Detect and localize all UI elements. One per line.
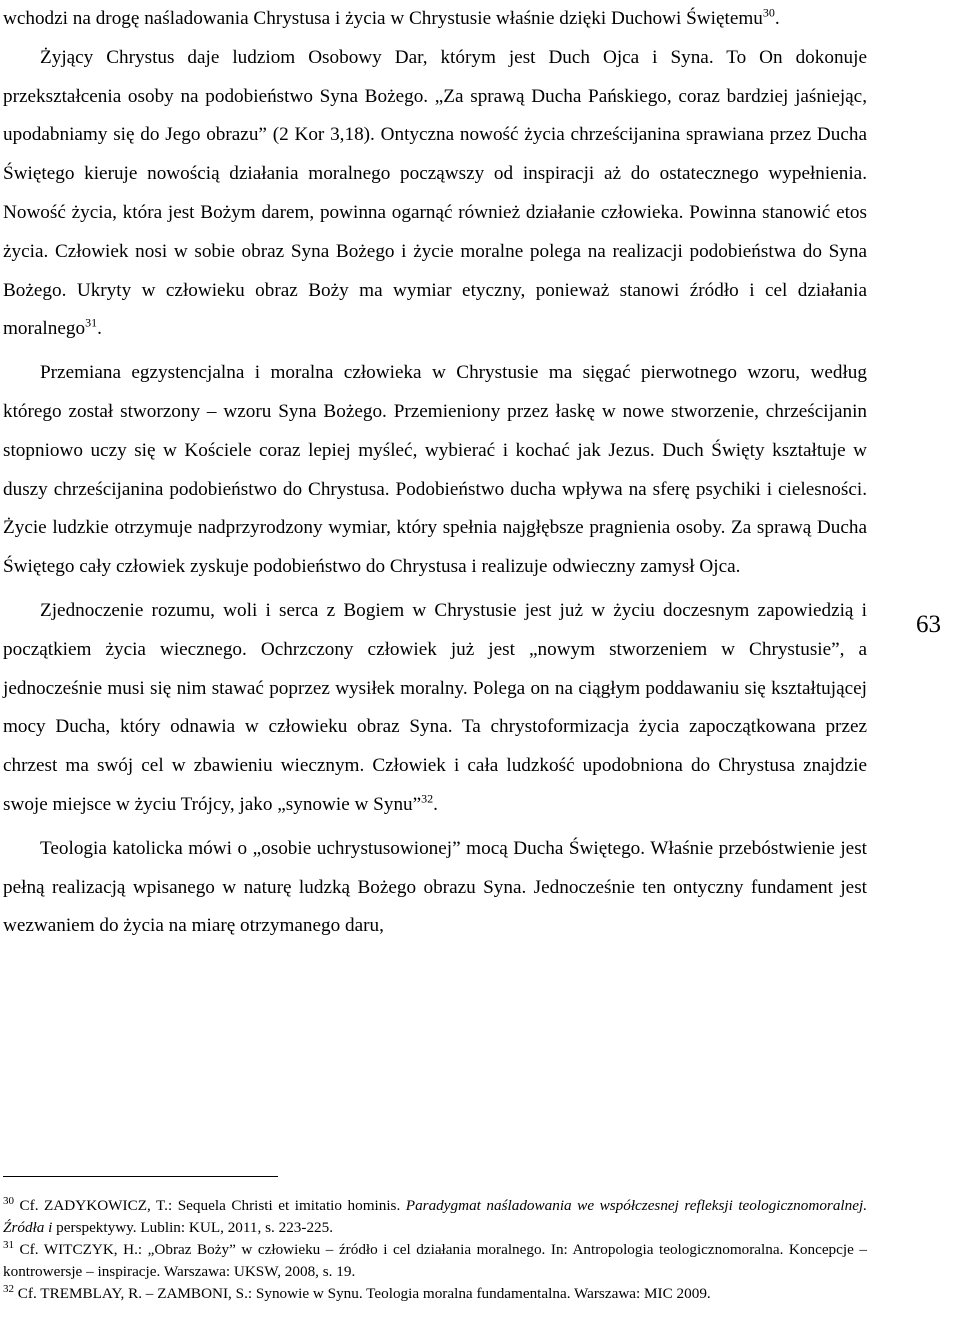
text-run: .	[433, 793, 438, 815]
footnote-ref: 30	[3, 1194, 14, 1207]
text-run: perspektywy. Lublin: KUL, 2011, s. 223-225.	[52, 1219, 334, 1236]
paragraph-4	[3, 592, 867, 825]
main-text	[3, 0, 867, 946]
page-number: 63	[916, 611, 941, 638]
paragraph-1	[3, 0, 867, 39]
text-run: Żyjący Chrystus daje ludziom Osobowy Dar, którym jest Duch Ojca i Syna. To On dokonuje przekształcenia osoby na podobieństwo Syna Bożego. „Za sprawą Ducha Pańskiego, coraz bardziej jaśniejąc, upodabniamy się do Jego obrazu” (2 Kor 3,18). Ontyczna nowość życia chrześcijanina sprawiana przez Ducha Świętego kieruje nowością działania moralnego począwszy od inspiracji aż do ostatecznego wypełnienia. Nowość życia, która jest Bożym darem, powinna ogarnąć również działanie człowieka. Powinna stanowić etos życia. Człowiek nosi w sobie obraz Syna Bożego i życie moralne polega na realizacji podobieństwa do Syna Bożego. Ukryty w człowieku obraz Boży ma wymiar etyczny, ponieważ stanowi źródło i cel działania moralnego	[3, 46, 867, 340]
text-run: Cf. ZADYKOWICZ, T.: Sequela Christi et imitatio hominis.	[14, 1197, 406, 1214]
italic-text: Paradygmat naśladowania we współczesnej refleksji teologicznomoralnej. Źródła i	[3, 1197, 867, 1236]
footnote-32	[3, 1283, 867, 1305]
text-run: .	[774, 8, 780, 29]
paragraph-2	[3, 39, 867, 349]
text-run: .	[97, 318, 102, 340]
text-run: Przemiana egzystencjalna i moralna człowieka w Chrystusie ma sięgać pierwotnego wzoru, według którego został stworzony – wzoru Syna Bożego. Przemieniony przez łaskę w nowe stworzenie, chrześcijanin stopniowo uczy się w Kościele coraz lepiej myśleć, wybierać i kochać jak Jezus. Duch Święty kształtuje w duszy chrześcijanina podobieństwo do Chrystusa. Podobieństwo ducha wpływa na sferę psychiki i cielesności. Życie ludzkie otrzymuje nadprzyrodzony wymiar, który spełnia najgłębsze pragnienia osoby. Za sprawą Ducha Świętego cały człowiek zyskuje podobieństwo do Chrystusa i realizuje odwieczny zamysł Ojca.	[3, 362, 867, 578]
footnotes	[3, 1195, 867, 1305]
text-run: wchodzi na drogę naśladowania Chrystusa i życia w Chrystusie właśnie dzięki Duchowi Świętemu	[3, 8, 763, 29]
text-run: Cf. TREMBLAY, R. – ZAMBONI, S.: Synowie w Synu. Teologia moralna fundamentalna. Warszawa: MIC 2009.	[14, 1285, 711, 1302]
paragraph-3	[3, 354, 867, 587]
paragraph-5	[3, 830, 867, 946]
footnote-ref: 31	[3, 1238, 14, 1251]
text-run: Cf. WITCZYK, H.: „Obraz Boży” w człowieku – źródło i cel działania moralnego. In: Antropologia teologicznomoralna. Koncepcje – kontrowersje – inspiracje. Warszawa: UKSW, 2008, s. 19.	[3, 1241, 867, 1280]
footnote-separator	[3, 1176, 278, 1177]
footnote-ref: 32	[3, 1282, 14, 1295]
text-run: Zjednoczenie rozumu, woli i serca z Bogiem w Chrystusie jest już w życiu doczesnym zapowiedzią i początkiem życia wiecznego. Ochrzczony człowiek już jest „nowym stworzeniem w Chrystusie”, a jednocześnie musi się nim stawać poprzez wysiłek moralny. Polega on na ciągłym poddawaniu się kształtującej mocy Ducha, który odnawia w człowieku obraz Syna. Ta chrystoformizacja życia zapoczątkowana przez chrzest ma swój cel w zbawieniu wiecznym. Człowiek i cała ludzkość upodobniona do Chrystusa znajdzie swoje miejsce w życiu Trójcy, jako „synowie w Synu”	[3, 599, 867, 815]
footnote-ref: 31	[85, 315, 98, 330]
footnote-ref: 30	[762, 5, 775, 20]
text-run: Teologia katolicka mówi o „osobie uchrystusowionej” mocą Ducha Świętego. Właśnie przebóstwienie jest pełną realizacją wpisanego w naturę ludzką Bożego obrazu Syna. Jednocześnie ten ontyczny fundament jest wezwaniem do życia na miarę otrzymanego daru,	[3, 837, 867, 937]
footnote-31	[3, 1239, 867, 1283]
footnote-30	[3, 1195, 867, 1239]
footnote-ref: 32	[421, 791, 434, 806]
